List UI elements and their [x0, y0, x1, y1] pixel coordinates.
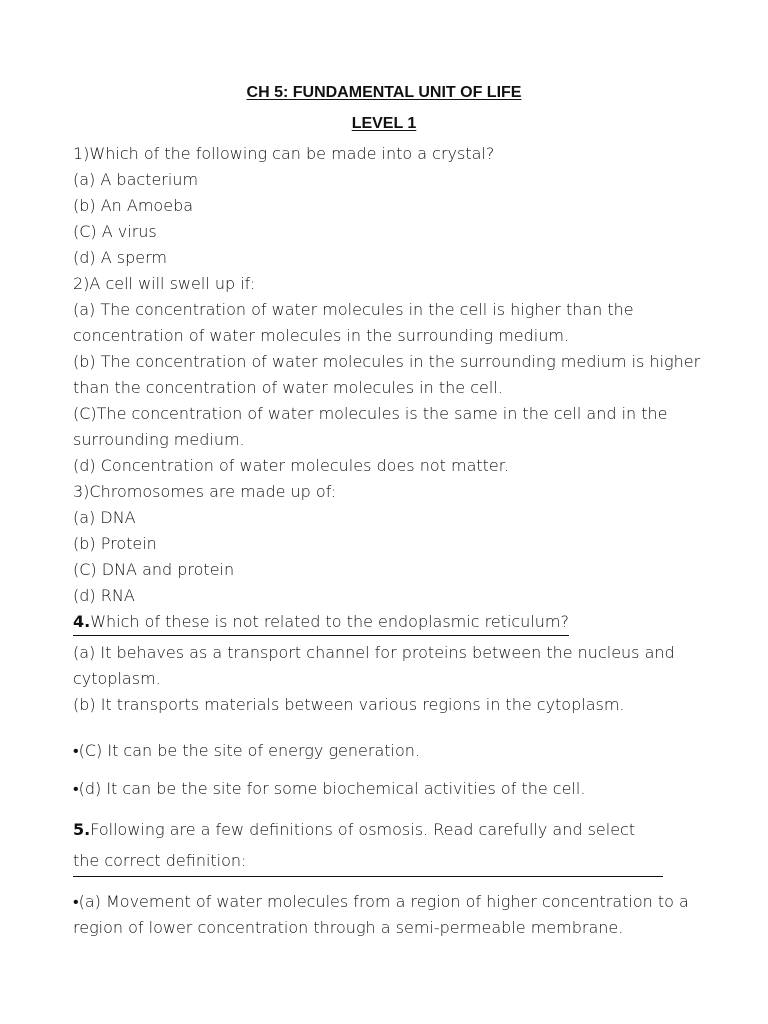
option: (a) It behaves as a transport channel for proteins between the nucleus and cytoplasm. — [73, 643, 675, 688]
question-number: 5. — [73, 820, 91, 839]
question-text: Which of these is not related to the endoplasmic reticulum? — [90, 612, 569, 631]
option: (a) DNA — [73, 508, 136, 527]
option: (d) Concentration of water molecules does not matter. — [73, 456, 509, 475]
option: (d) A sperm — [73, 248, 167, 267]
option: (C) DNA and protein — [73, 560, 235, 579]
option: (b) The concentration of water molecules in the surrounding medium is higher than the concentration of water molecules in the cell. — [73, 352, 701, 397]
question-5 — [73, 814, 663, 877]
question-2: 2)A cell will swell up if: — [73, 274, 256, 293]
option: •(a) Movement of water molecules from a region of higher concentration to a region of lower concentration through a semi-permeable membrane. — [73, 892, 689, 937]
option: (b) It transports materials between various regions in the cytoplasm. — [73, 695, 625, 714]
chapter-title: CH 5: FUNDAMENTAL UNIT OF LIFE — [246, 84, 522, 101]
option: •(d) It can be the site for some biochemical activities of the cell. — [73, 779, 586, 798]
question-text: Following are a few definitions of osmosis. Read carefully and select the correct definition: — [73, 820, 636, 870]
option: (b) An Amoeba — [73, 196, 194, 215]
question-1: 1)Which of the following can be made into a crystal? — [73, 144, 495, 163]
option: (C)The concentration of water molecules is the same in the cell and in the surrounding medium. — [73, 404, 668, 449]
option: (C) A virus — [73, 222, 157, 241]
question-list — [73, 141, 713, 941]
option: (a) A bacterium — [73, 170, 199, 189]
option: (a) The concentration of water molecules in the cell is higher than the concentration of water molecules in the surrounding medium. — [73, 300, 634, 345]
option: •(C) It can be the site of energy generation. — [73, 741, 420, 760]
question-number: 4. — [73, 612, 91, 631]
option: (b) Protein — [73, 534, 157, 553]
question-4 — [73, 609, 713, 636]
level-heading: LEVEL 1 — [351, 115, 417, 132]
option: (d) RNA — [73, 586, 135, 605]
question-3: 3)Chromosomes are made up of: — [73, 482, 337, 501]
